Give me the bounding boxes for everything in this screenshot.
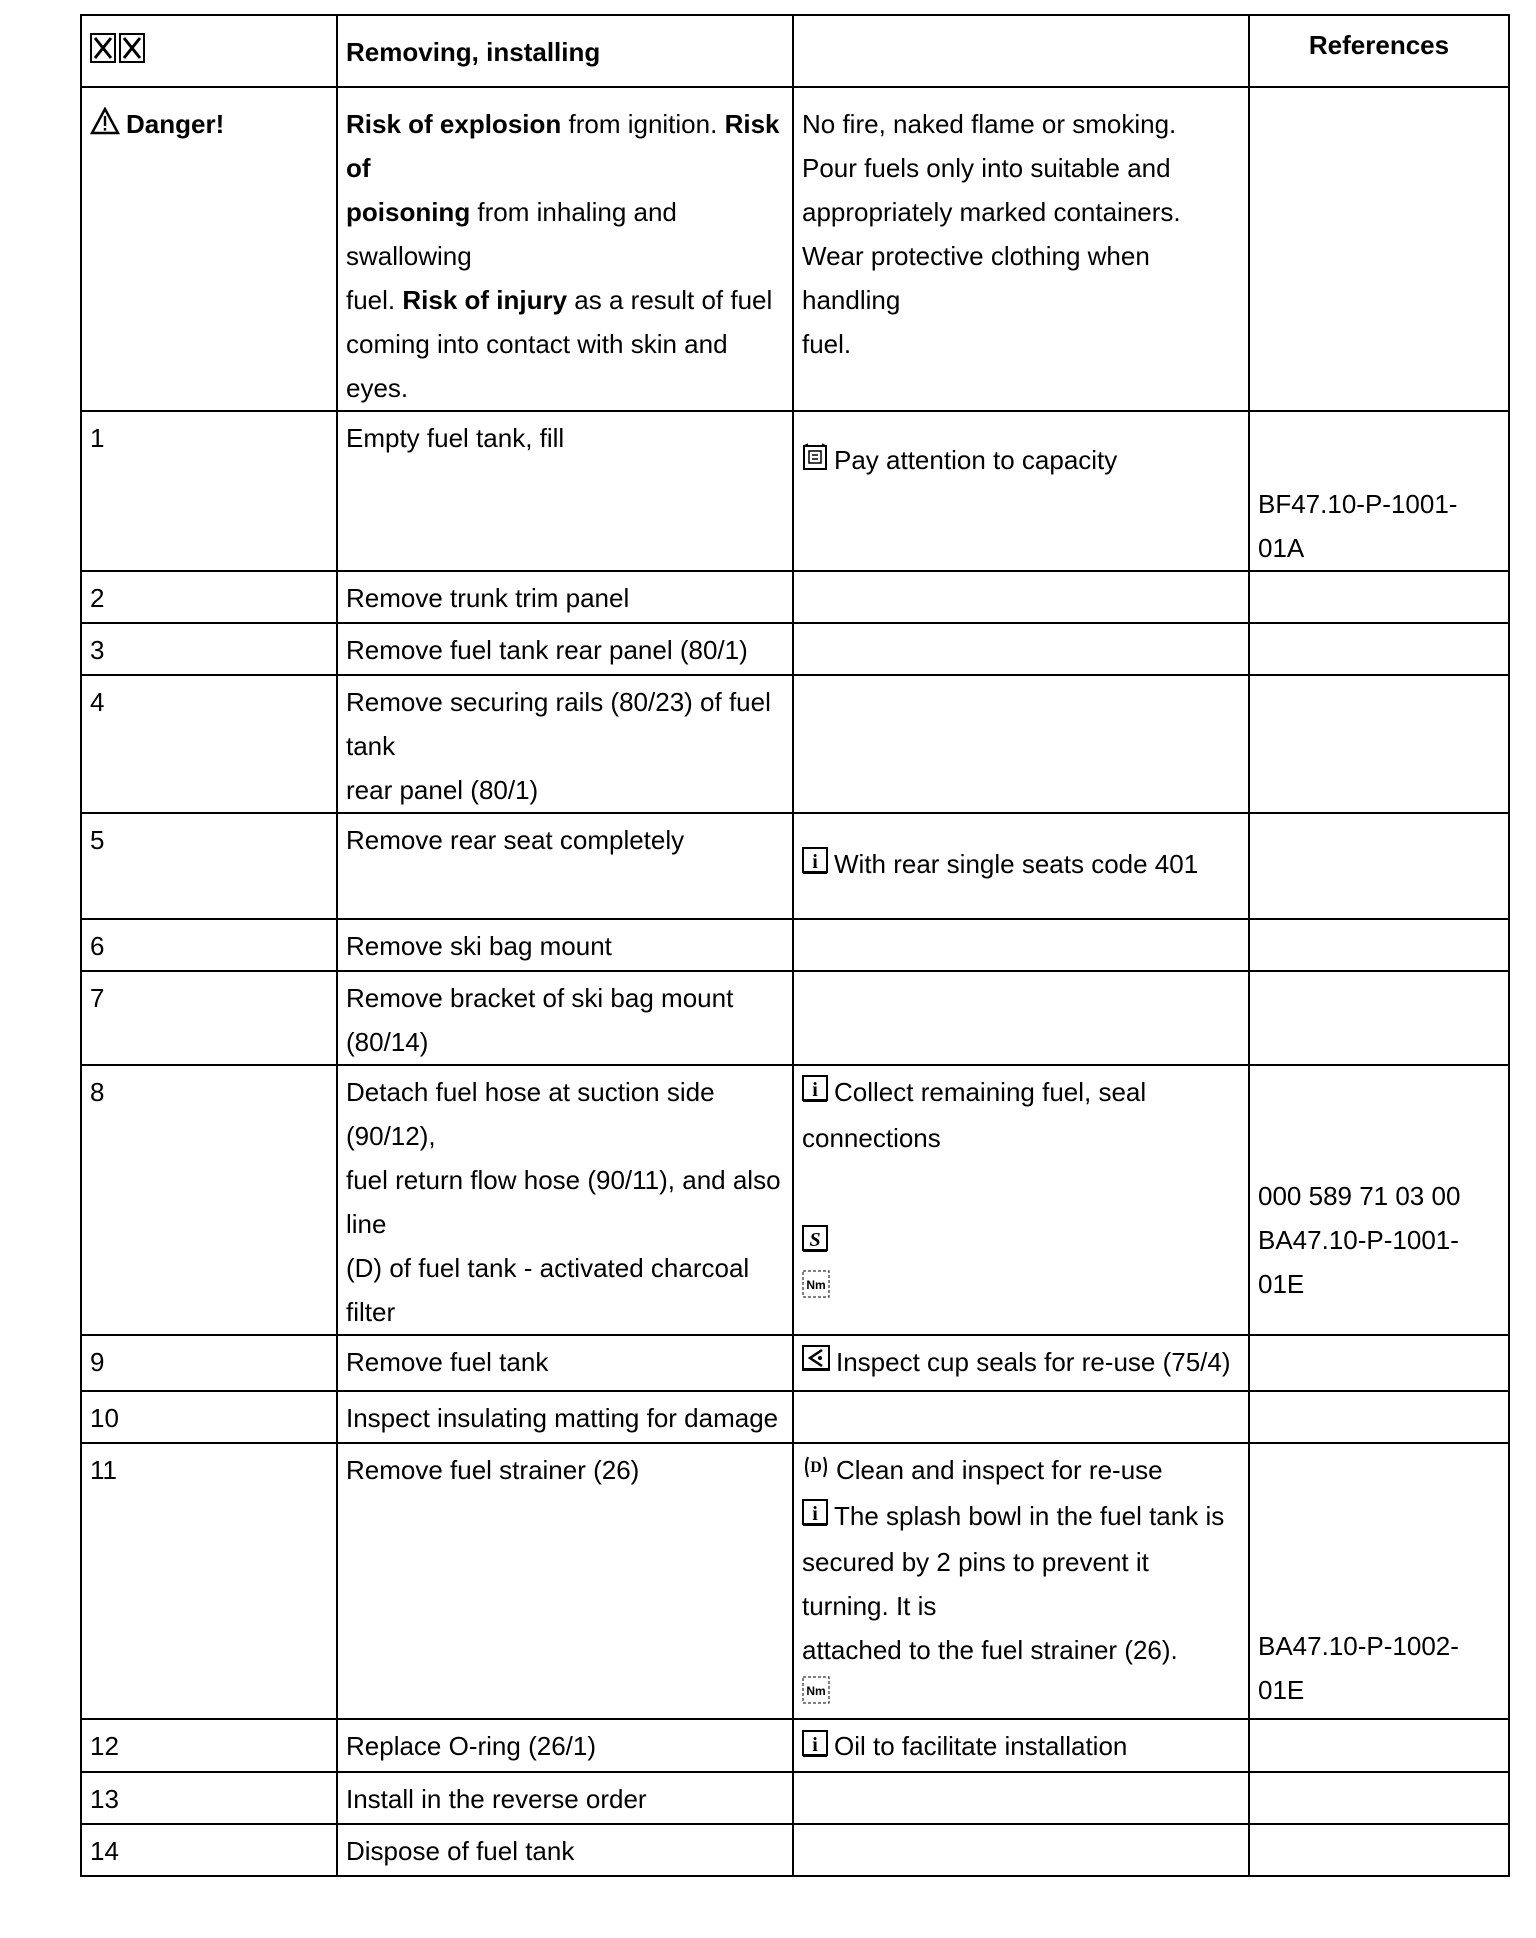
step-action [337, 1719, 793, 1771]
step-references [1249, 1065, 1509, 1335]
step-row [81, 411, 1509, 571]
note-spacer [802, 416, 1240, 438]
note-line [802, 1266, 1240, 1312]
note-spacer [802, 1160, 1240, 1220]
risk-fragment: as a result of fuel [567, 285, 773, 315]
step-number: 10 [81, 1391, 337, 1443]
svg-text:i: i [812, 1503, 818, 1526]
action-line: rear panel (80/1) [346, 775, 539, 805]
step-number: 7 [81, 971, 337, 1065]
svg-text:S: S [809, 1229, 821, 1252]
risk-fragment: from ignition. [561, 109, 725, 139]
step-row [81, 623, 1509, 675]
reference-code: 000 589 71 03 00 [1258, 1181, 1461, 1211]
step-row [81, 971, 1509, 1065]
step-action [337, 813, 793, 919]
step-row [81, 571, 1509, 623]
step-action [337, 675, 793, 813]
step-notes [793, 1824, 1249, 1876]
action-line: Dispose of fuel tank [346, 1835, 575, 1866]
step-row [81, 1065, 1509, 1335]
note-line [802, 1070, 1240, 1160]
step-number: 4 [81, 675, 337, 813]
action-line: Replace O-ring (26/1) [346, 1731, 596, 1762]
risk-line [346, 190, 784, 278]
step-number: 12 [81, 1719, 337, 1771]
note-line [802, 1340, 1240, 1386]
risk-fragment: Risk of explosion [346, 109, 562, 139]
measure-line: appropriately marked containers. [802, 197, 1181, 227]
step-references [1249, 971, 1509, 1065]
step-action [337, 1065, 793, 1335]
measure-line: No fire, naked flame or smoking. [802, 109, 1177, 139]
step-number: 5 [81, 813, 337, 919]
step-references [1249, 1443, 1509, 1719]
risk-fragment: Risk of [346, 109, 780, 183]
reference-code: BA47.10-P-1002-01E [1258, 1631, 1459, 1705]
step-notes [793, 919, 1249, 971]
note-line [802, 1724, 1240, 1770]
action-line: fuel return flow hose (90/11), and also line [346, 1165, 781, 1239]
step-notes [793, 1719, 1249, 1771]
measure-line: Wear protective clothing when handling [802, 241, 1150, 315]
crossed-tools-icon [90, 32, 146, 76]
info-icon [802, 1496, 828, 1540]
action-line: (D) of fuel tank - activated charcoal filter [346, 1253, 750, 1327]
note-continuation: secured by 2 pins to prevent it turning. It is [802, 1547, 1149, 1622]
step-number: 13 [81, 1772, 337, 1824]
step-action [337, 623, 793, 675]
note-line [802, 842, 1240, 888]
clean-icon [802, 1450, 830, 1494]
step-row [81, 1391, 1509, 1443]
note-text: Collect remaining fuel, seal connections [802, 1077, 1147, 1154]
info-icon [802, 844, 828, 888]
danger-measures-cell [793, 87, 1249, 411]
danger-row [81, 87, 1509, 411]
action-line: Remove rear seat completely [346, 825, 685, 855]
step-notes [793, 1443, 1249, 1719]
step-references [1249, 1391, 1509, 1443]
header-icon-cell [81, 15, 337, 87]
danger-label-cell [81, 87, 337, 411]
step-action [337, 1824, 793, 1876]
step-number: 11 [81, 1443, 337, 1719]
step-references [1249, 1719, 1509, 1771]
measure-line: fuel. [802, 329, 852, 359]
ref-spacer [1258, 1448, 1500, 1624]
action-line: Remove securing rails (80/23) of fuel tank [346, 687, 771, 761]
note-text: Clean and inspect for re-use [836, 1455, 1163, 1485]
risk-line [346, 102, 784, 190]
step-number: 9 [81, 1335, 337, 1391]
step-row [81, 1824, 1509, 1876]
note-continuation: attached to the fuel strainer (26). [802, 1635, 1178, 1666]
step-number: 6 [81, 919, 337, 971]
step-row [81, 675, 1509, 813]
action-line: Remove fuel strainer (26) [346, 1455, 640, 1485]
svg-text:D: D [810, 1459, 822, 1477]
action-line: Remove fuel tank rear panel (80/1) [346, 635, 748, 665]
header-references: References [1249, 15, 1509, 87]
step-references [1249, 1335, 1509, 1391]
step-references [1249, 571, 1509, 623]
step-references [1249, 675, 1509, 813]
note-text: Oil to facilitate installation [834, 1731, 1128, 1762]
step-notes [793, 1772, 1249, 1824]
risk-fragment: from inhaling and swallowing [346, 197, 677, 271]
step-number: 8 [81, 1065, 337, 1335]
action-line: Install in the reverse order [346, 1783, 647, 1814]
procedure-table [80, 14, 1510, 1877]
risk-fragment: poisoning [346, 197, 471, 227]
step-references [1249, 1772, 1509, 1824]
note-line [802, 1448, 1240, 1494]
step-row [81, 1719, 1509, 1771]
note-text: With rear single seats code 401 [834, 849, 1199, 879]
svg-text:i: i [812, 1733, 818, 1756]
note-line [802, 1672, 1240, 1718]
warning-triangle-icon [90, 104, 120, 148]
svg-text:Nm: Nm [806, 1278, 826, 1293]
risk-fragment: Risk of injury [402, 285, 568, 315]
svg-text:Nm: Nm [806, 1684, 826, 1699]
reference-code: BA47.10-P-1001-01E [1258, 1225, 1459, 1299]
ref-spacer [1258, 1070, 1500, 1174]
step-references [1249, 813, 1509, 919]
action-line: Remove ski bag mount [346, 931, 612, 961]
risk-fragment: fuel. [346, 285, 403, 315]
note-spacer [802, 818, 1240, 842]
note-text: Inspect cup seals for re-use (75/4) [836, 1347, 1231, 1377]
note-text: The splash bowl in the fuel tank is [834, 1501, 1225, 1532]
step-notes [793, 1065, 1249, 1335]
header-row [81, 15, 1509, 87]
step-action [337, 1443, 793, 1719]
action-line: Remove fuel tank [346, 1347, 549, 1377]
step-references [1249, 623, 1509, 675]
action-line: Remove bracket of ski bag mount (80/14) [346, 983, 734, 1057]
action-line: Empty fuel tank, fill [346, 423, 565, 453]
step-row [81, 919, 1509, 971]
header-blank [793, 15, 1249, 87]
step-notes [793, 675, 1249, 813]
step-notes [793, 623, 1249, 675]
step-notes [793, 411, 1249, 571]
note-line [802, 438, 1240, 484]
risk-line [346, 278, 784, 322]
step-number: 3 [81, 623, 337, 675]
step-notes [793, 813, 1249, 919]
action-line: Remove trunk trim panel [346, 583, 630, 613]
torque-icon [802, 1674, 830, 1718]
danger-risk-cell [337, 87, 793, 411]
step-references [1249, 1824, 1509, 1876]
reference-code: BF47.10-P-1001-01A [1258, 489, 1458, 563]
note-text: Pay attention to capacity [834, 445, 1118, 475]
calculator-icon [802, 440, 828, 484]
step-number: 1 [81, 411, 337, 571]
ref-spacer [1258, 416, 1500, 482]
svg-text:i: i [812, 851, 818, 874]
step-number: 14 [81, 1824, 337, 1876]
step-action [337, 919, 793, 971]
step-row [81, 1443, 1509, 1719]
header-title: Removing, installing [337, 15, 793, 87]
note-line [802, 1494, 1240, 1540]
info-icon [802, 1072, 828, 1116]
step-action [337, 571, 793, 623]
action-line: Detach fuel hose at suction side (90/12), [346, 1077, 715, 1151]
info-icon [802, 1727, 828, 1771]
step-action [337, 411, 793, 571]
step-notes [793, 971, 1249, 1065]
step-references [1249, 919, 1509, 971]
measure-line: Pour fuels only into suitable and [802, 153, 1171, 183]
danger-label: Danger! [126, 109, 225, 139]
step-row [81, 1772, 1509, 1824]
svg-text:i: i [812, 1079, 818, 1102]
danger-ref-cell [1249, 87, 1509, 411]
step-action [337, 1335, 793, 1391]
risk-fragment: coming into contact with skin and eyes. [346, 329, 728, 403]
tool-icon [802, 1222, 828, 1266]
step-references [1249, 411, 1509, 571]
risk-line [346, 322, 784, 410]
inspect-icon [802, 1342, 830, 1386]
torque-icon [802, 1268, 830, 1312]
step-notes [793, 571, 1249, 623]
step-row [81, 813, 1509, 919]
step-notes [793, 1335, 1249, 1391]
step-row [81, 1335, 1509, 1391]
step-notes [793, 1391, 1249, 1443]
step-action [337, 1391, 793, 1443]
step-number: 2 [81, 571, 337, 623]
step-action [337, 971, 793, 1065]
note-line [802, 1220, 1240, 1266]
step-action [337, 1772, 793, 1824]
action-line: Inspect insulating matting for damage [346, 1403, 779, 1433]
